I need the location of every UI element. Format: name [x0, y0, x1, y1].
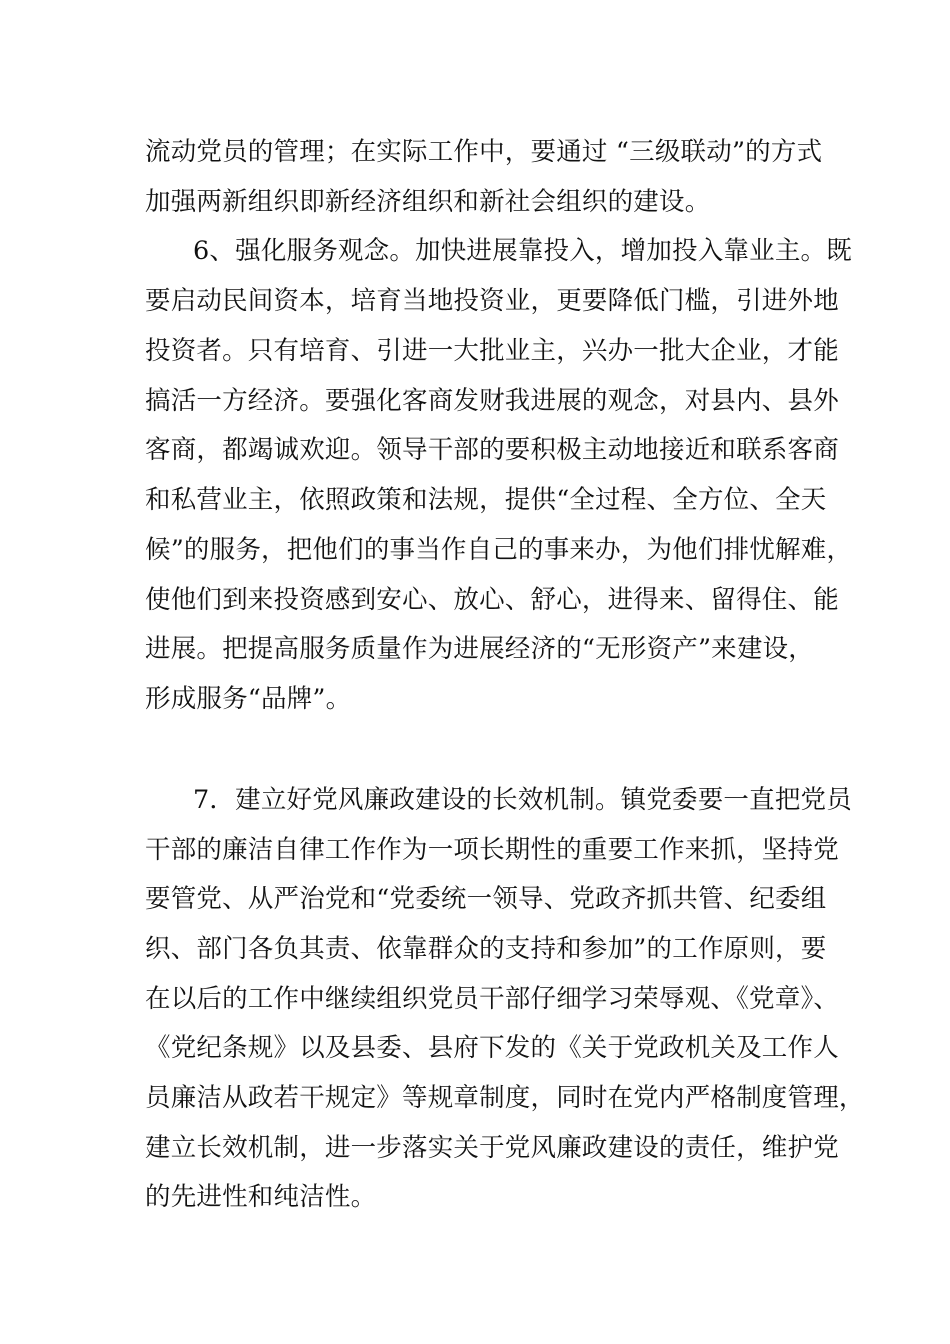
paragraph-3-line-4: 织、部门各负其责、依靠群众的支持和参加”的工作原则，要 [145, 934, 827, 964]
paragraph-3-line-8: 建立长效机制，进一步落实关于党风廉政建设的责任，维护党 [145, 1133, 839, 1163]
paragraph-2-line-6: 和私营业主，依照政策和法规，提供“全过程、全方位、全天 [145, 485, 827, 515]
paragraph-2-line-9: 进展。把提高服务质量作为进展经济的“无形资产”来建设， [145, 634, 814, 664]
paragraph-2-line-3: 投资者。只有培育、引进一大批业主，兴办一批大企业，才能 [145, 336, 839, 366]
paragraph-2-line-8: 使他们到来投资感到安心、放心、舒心，进得来、留得住、能 [145, 585, 839, 615]
paragraph-3-line-7: 员廉洁从政若干规定》等规章制度，同时在党内严格制度管理， [145, 1083, 865, 1113]
paragraph-2-line-2: 要启动民间资本，培育当地投资业，更要降低门槛，引进外地 [145, 286, 839, 316]
paragraph-3-line-5: 在以后的工作中继续组织党员干部仔细学习荣辱观、《党章》、 [145, 984, 840, 1014]
paragraph-2-line-4: 搞活一方经济。要强化客商发财我进展的观念，对县内、县外 [145, 386, 839, 416]
paragraph-2-line-1: 6、强化服务观念。加快进展靠投入，增加投入靠业主。既 [193, 236, 852, 266]
paragraph-3-line-9: 的先进性和纯洁性。 [145, 1182, 377, 1212]
paragraph-2-line-10: 形成服务“品牌”。 [145, 684, 352, 714]
paragraph-3-line-2: 干部的廉洁自律工作作为一项长期性的重要工作来抓，坚持党 [145, 835, 839, 865]
paragraph-2-line-7: 候”的服务，把他们的事当作自己的事来办，为他们排忧解难， [145, 535, 853, 565]
paragraph-3-line-3: 要管党、从严治党和“党委统一领导、党政齐抓共管、纪委组 [145, 884, 827, 914]
paragraph-1-line-2: 加强两新组织即新经济组织和新社会组织的建设。 [145, 187, 711, 217]
paragraph-3-line-6: 《党纪条规》以及县委、县府下发的《关于党政机关及工作人 [145, 1033, 839, 1063]
paragraph-1-line-1: 流动党员的管理；在实际工作中，要通过 “三级联动”的方式 [145, 137, 823, 167]
paragraph-2-line-5: 客商，都竭诚欢迎。领导干部的要积极主动地接近和联系客商 [145, 435, 839, 465]
paragraph-3-line-1: 7．建立好党风廉政建设的长效机制。镇党委要一直把党员 [193, 785, 852, 815]
